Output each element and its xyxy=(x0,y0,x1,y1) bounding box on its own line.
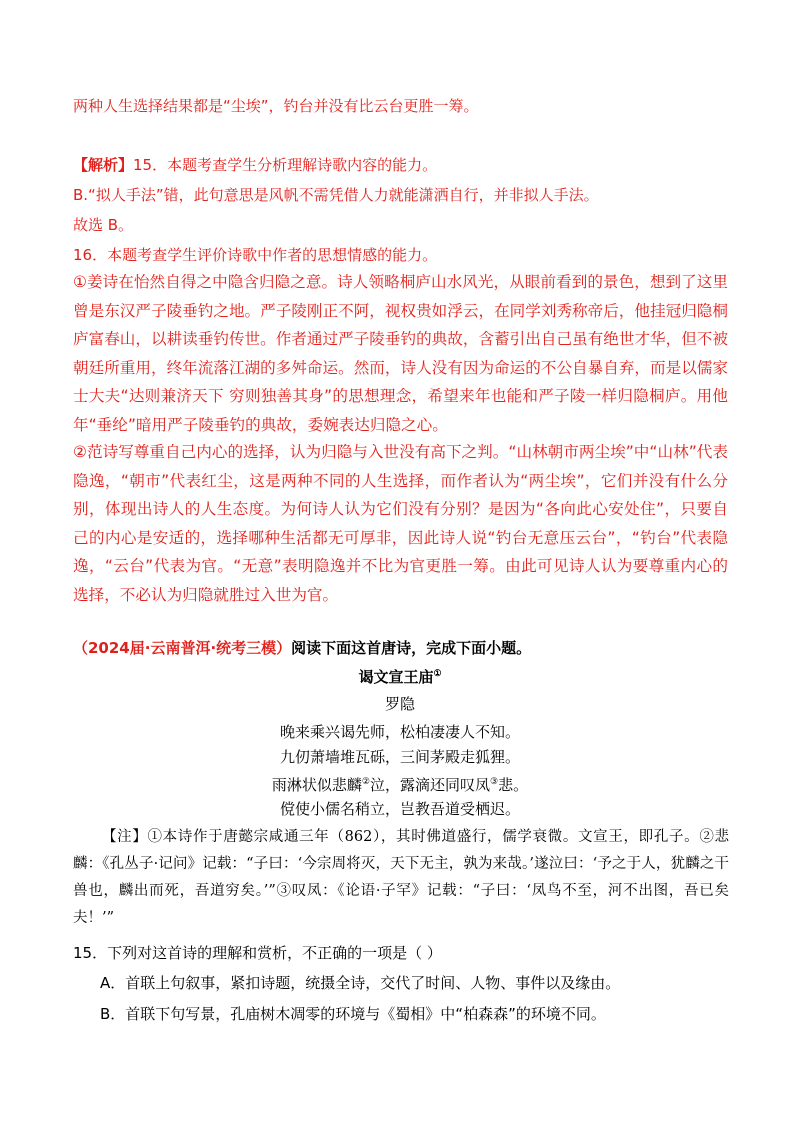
poem-title: 谒文宣王庙① xyxy=(358,668,442,686)
question-source: （2024届·云南普洱·统考三模） xyxy=(73,639,292,657)
option-b: B．首联下句写景，孔庙树木凋零的环境与《蜀相》中“柏森森”的环境不同。 xyxy=(100,1005,606,1023)
q15-intro-text: 15．本题考查学生分析理解诗歌内容的能力。 xyxy=(133,156,438,174)
q16-analysis-intro: 16．本题考查学生评价诗歌中作者的思想情感的能力。 xyxy=(73,246,438,264)
poem-line-4: 傥使小儒名稍立，岂教吾道受栖迟。 xyxy=(279,800,520,818)
q15-answer: 故选 B。 xyxy=(73,216,134,234)
q16-point-2: ②范诗写尊重自己内心的选择，认为归隐与入世没有高下之判。“山林朝市两尘埃”中“山林”代表隐逸，“朝市”代表红尘，这是两种不同的人生选择，而作者认为“两尘埃”，它们并没有什么分别，体现出诗人的人生态度。为何诗人认为它们没有分别？是因为“各向此心安处住”，只要自己的内心是安适的，选择哪种生活都无可厚非，因此诗人说“钓台无意压云台”，“钓台”代表隐逸，“云台”代表为官。“无意”表明隐逸并不比为官更胜一筹。由此可见诗人认为要尊重内心的选择，不必认为归隐就胜过入世为官。 xyxy=(73,443,728,604)
poem-notes: 【注】①本诗作于唐懿宗咸通三年（862），其时佛道盛行，儒学衰微。文宣王，即孔子。②悲麟：《孔丛子·记问》记载：“子曰：‘今宗周将灭，天下无主，孰为来哉。’遂泣曰：‘予之于人，犹麟之干兽也，麟出而死，吾道穷矣。’”③叹凤：《论语·子罕》记载：“子曰：‘凤鸟不至，河不出图，吾已矣夫！’” xyxy=(73,829,729,926)
q15-analysis-intro xyxy=(73,155,733,175)
poem-line-3: 雨淋状似悲麟②泣，露滴还同叹凤③悲。 xyxy=(271,776,529,794)
question-header xyxy=(73,638,733,658)
q16-point-1: ①姜诗在怡然自得之中隐含归隐之意。诗人领略桐庐山水风光，从眼前看到的景色，想到了这里曾是东汉严子陵垂钓之地。严子陵刚正不阿，视权贵如浮云，在同学刘秀称帝后，他挂冠归隐桐庐富春山，以耕读垂钓传世。作者通过严子陵垂钓的典故，含蓄引出自己虽有绝世才华，但不被朝廷所重用，终年流落江湖的多舛命运。然而，诗人没有因为命运的不公自暴自弃，而是以儒家士大夫“达则兼济天下 穷则独善其身”的思想理念，希望来年也能和严子陵一样归隐桐庐。用他年“垂纶”暗用严子陵垂钓的典故，委婉表达归隐之心。 xyxy=(73,273,728,434)
poem-line-1: 晚来乘兴谒先师，松柏凄凄人不知。 xyxy=(279,723,520,741)
question-instruction: 阅读下面这首唐诗，完成下面小题。 xyxy=(291,639,532,657)
poem-title-note-mark: ① xyxy=(433,669,442,679)
poem-line-2: 九仞萧墙堆瓦砾，三间茅殿走狐狸。 xyxy=(279,748,520,766)
continuation-text: 两种人生选择结果都是“尘埃”，钓台并没有比云台更胜一筹。 xyxy=(73,97,479,115)
q15-analysis-detail: B.“拟人手法”错，此句意思是风帆不需凭借人力就能潇洒自行，并非拟人手法。 xyxy=(73,186,599,204)
option-a: A．首联上句叙事，紧扣诗题，统摄全诗，交代了时间、人物、事件以及缘由。 xyxy=(100,974,621,992)
poem-author: 罗隐 xyxy=(384,695,415,713)
analysis-tag: 【解析】 xyxy=(73,156,134,174)
q15-stem: 15．下列对这首诗的理解和赏析，不正确的一项是（ ） xyxy=(73,944,442,962)
